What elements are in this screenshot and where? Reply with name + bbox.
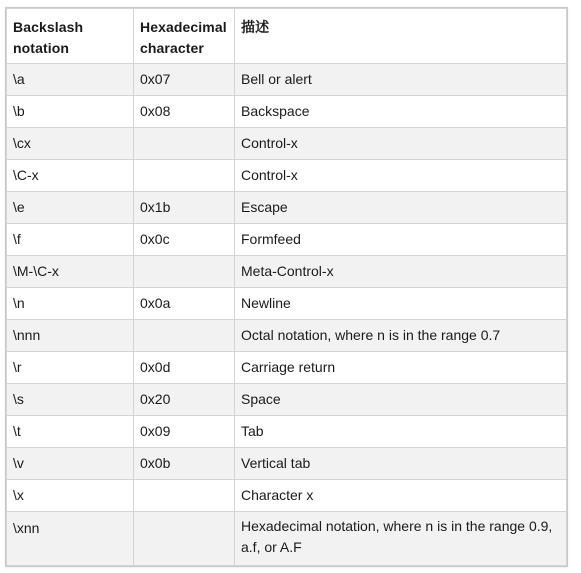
hex-cell: 0x0c bbox=[134, 224, 235, 256]
notation-cell: \x bbox=[7, 480, 134, 512]
description-cell: Newline bbox=[235, 288, 567, 320]
header-description: 描述 bbox=[235, 9, 567, 64]
hex-cell bbox=[134, 480, 235, 512]
hex-cell: 0x09 bbox=[134, 416, 235, 448]
table-row bbox=[7, 288, 567, 320]
table-row bbox=[7, 64, 567, 96]
description-cell: Backspace bbox=[235, 96, 567, 128]
notation-cell: \M-\C-x bbox=[7, 256, 134, 288]
hex-cell bbox=[134, 160, 235, 192]
description-cell: Space bbox=[235, 384, 567, 416]
table-row bbox=[7, 320, 567, 352]
table-row bbox=[7, 96, 567, 128]
hex-cell bbox=[134, 512, 235, 566]
description-cell: Meta-Control-x bbox=[235, 256, 567, 288]
table-row bbox=[7, 512, 567, 566]
description-cell: Tab bbox=[235, 416, 567, 448]
hex-cell bbox=[134, 256, 235, 288]
hex-cell: 0x20 bbox=[134, 384, 235, 416]
header-hexadecimal-character: Hexadecimal character bbox=[134, 9, 235, 64]
table-row bbox=[7, 224, 567, 256]
table-header-row bbox=[7, 9, 567, 64]
notation-cell: \nnn bbox=[7, 320, 134, 352]
description-cell: Hexadecimal notation, where n is in the range 0.9, a.f, or A.F bbox=[235, 512, 567, 566]
notation-cell: \xnn bbox=[7, 512, 134, 566]
hex-cell: 0x0b bbox=[134, 448, 235, 480]
notation-cell: \t bbox=[7, 416, 134, 448]
table-row bbox=[7, 256, 567, 288]
description-cell: Control-x bbox=[235, 128, 567, 160]
table-row bbox=[7, 160, 567, 192]
hex-cell bbox=[134, 128, 235, 160]
table-row bbox=[7, 416, 567, 448]
description-cell: Bell or alert bbox=[235, 64, 567, 96]
notation-cell: \v bbox=[7, 448, 134, 480]
table-row bbox=[7, 384, 567, 416]
notation-cell: \C-x bbox=[7, 160, 134, 192]
description-cell: Octal notation, where n is in the range 0.7 bbox=[235, 320, 567, 352]
hex-cell: 0x07 bbox=[134, 64, 235, 96]
notation-cell: \s bbox=[7, 384, 134, 416]
escape-sequence-table-frame bbox=[5, 7, 568, 567]
table-row bbox=[7, 128, 567, 160]
hex-cell: 0x08 bbox=[134, 96, 235, 128]
table-row bbox=[7, 192, 567, 224]
description-cell: Control-x bbox=[235, 160, 567, 192]
notation-cell: \e bbox=[7, 192, 134, 224]
description-cell: Formfeed bbox=[235, 224, 567, 256]
escape-sequence-table bbox=[6, 8, 567, 566]
notation-cell: \cx bbox=[7, 128, 134, 160]
table-row bbox=[7, 448, 567, 480]
notation-cell: \f bbox=[7, 224, 134, 256]
table-row bbox=[7, 480, 567, 512]
description-cell: Escape bbox=[235, 192, 567, 224]
notation-cell: \n bbox=[7, 288, 134, 320]
hex-cell bbox=[134, 320, 235, 352]
description-cell: Vertical tab bbox=[235, 448, 567, 480]
table-row bbox=[7, 352, 567, 384]
header-backslash-notation: Backslash notation bbox=[7, 9, 134, 64]
notation-cell: \a bbox=[7, 64, 134, 96]
notation-cell: \r bbox=[7, 352, 134, 384]
hex-cell: 0x1b bbox=[134, 192, 235, 224]
notation-cell: \b bbox=[7, 96, 134, 128]
description-cell: Carriage return bbox=[235, 352, 567, 384]
hex-cell: 0x0d bbox=[134, 352, 235, 384]
hex-cell: 0x0a bbox=[134, 288, 235, 320]
description-cell: Character x bbox=[235, 480, 567, 512]
